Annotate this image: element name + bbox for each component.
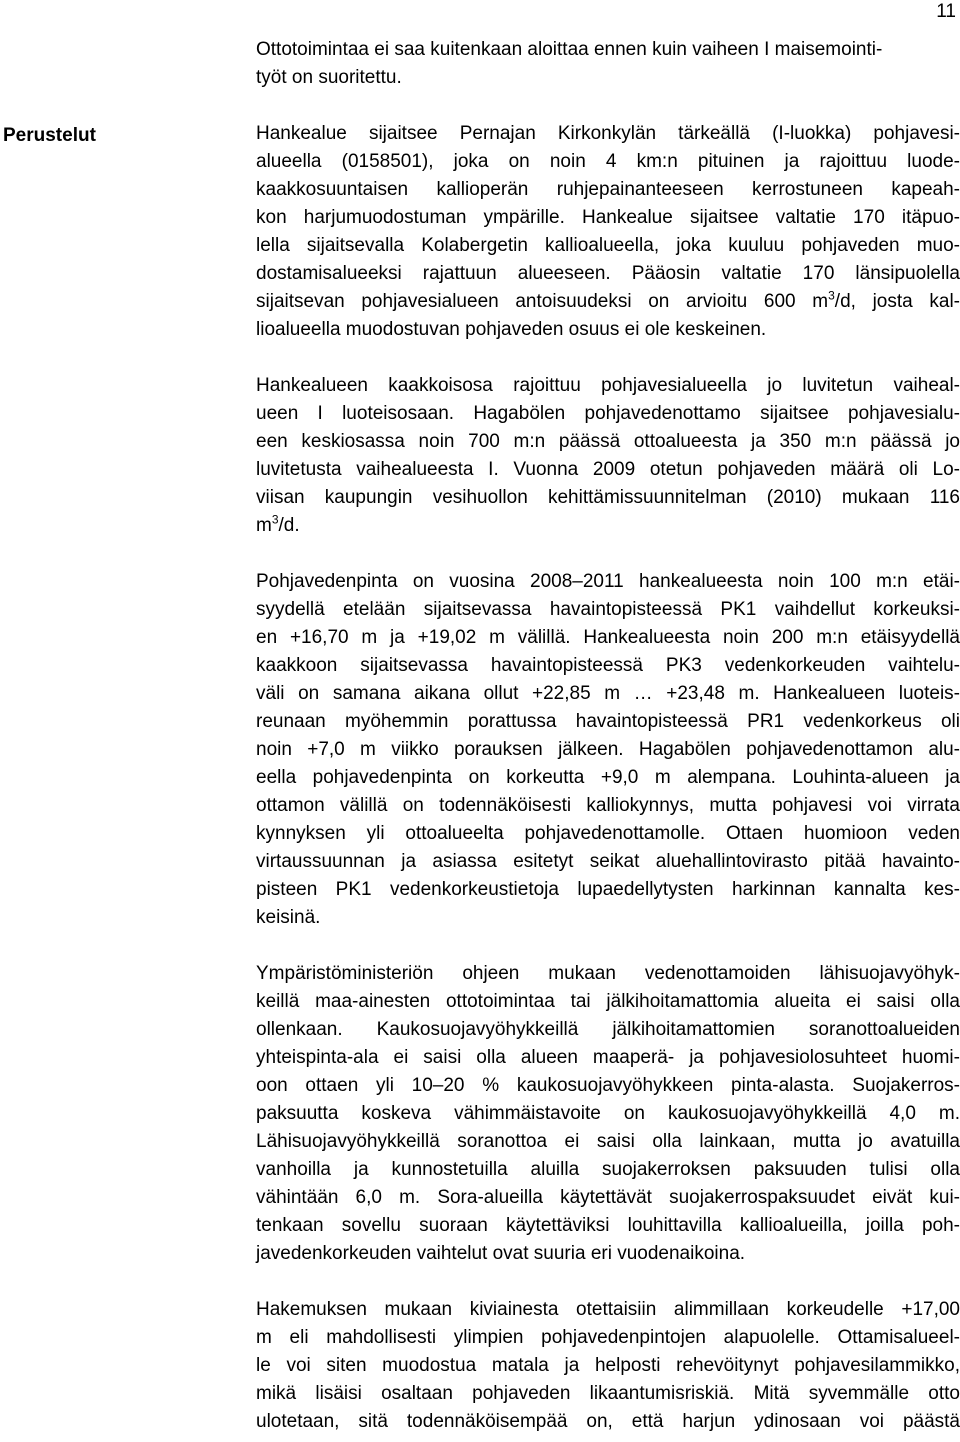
text-line: kynnyksen yli ottoalueelta pohjavedenottamolle. Ottaen huomioon veden [256, 823, 960, 844]
text-line: väli on samana aikana ollut +22,85 m … +23,48 m. Hankealueen luoteis- [256, 683, 960, 704]
section-label-perustelut: Perustelut [3, 125, 96, 146]
text-line: kon harjumuodostuman ympärille. Hankealue sijaitsee valtatie 170 itäpuo- [256, 207, 960, 228]
text-line: $m^3/d$. [256, 512, 300, 536]
text-line: m eli mahdollisesti ylimpien pohjavedenpintojen alapuolelle. Ottamisalueel- [256, 1327, 960, 1348]
text-line: le voi siten muodostua matala ja helposti rehevöitynyt pohjavesilammikko, [256, 1355, 960, 1376]
text-line: Ottotoimintaa ei saa kuitenkaan aloittaa ennen kuin vaiheen I maisemointi- [256, 39, 883, 60]
text-line: eella pohjavedenpinta on korkeutta +9,0 m alempana. Louhinta-alueen ja [256, 767, 960, 788]
text-line: viisan kaupungin vesihuollon kehittämissuunnitelman (2010) mukaan 116 [256, 487, 960, 508]
text-line: syydellä etelään sijaitsevassa havaintopisteessä PK1 vaihdellut korkeuksi- [256, 599, 960, 620]
text-line: kaakkosuuntaisen kallioperän ruhjepainanteeseen kerrostuneen kapeah- [256, 179, 960, 200]
text-line: kaakkoon sijaitsevassa havaintopisteessä PK3 vedenkorkeuden vaihtelu- [256, 655, 960, 676]
text-line: lella sijaitsevalla Kolabergetin kallioalueella, joka kuuluu pohjaveden muo- [256, 235, 960, 256]
text-line: vähintään 6,0 m. Sora-alueilla käytettävät suojakerrospaksuudet eivät kui- [256, 1187, 960, 1208]
text-line: Hankealue sijaitsee Pernajan Kirkonkylän tärkeällä (I-luokka) pohjavesi- [256, 123, 960, 144]
text-line: Pohjavedenpinta on vuosina 2008–2011 hankealueesta noin 100 m:n etäi- [256, 571, 960, 592]
text-line: paksuutta koskeva vähimmäistavoite on kaukosuojavyöhykkeillä 4,0 m. [256, 1103, 960, 1124]
text-line: pisteen PK1 vedenkorkeustietoja lupaedellytysten harkinnan kannalta kes- [256, 879, 960, 900]
text-line: Ympäristöministeriön ohjeen mukaan vedenottamoiden lähisuojavyöhyk- [256, 963, 960, 984]
text-line: sijaitsevan pohjavesialueen antoisuudeksi on arvioitu 600 $m^3/d$, josta kal- [256, 288, 960, 312]
text-line: ueen I luoteisosaan. Hagabölen pohjavedenottamo sijaitsee pohjavesialu- [256, 403, 960, 424]
text-line: reunaan myöhemmin porattussa havaintopisteessä PR1 vedenkorkeus oli [256, 711, 960, 732]
text-line: ulotetaan, sitä todennäköisempää on, että harjun ydinosaan voi päästä [256, 1411, 960, 1432]
text-line: Lähisuojavyöhykkeillä soranottoa ei saisi olla lainkaan, mutta jo avatuilla [256, 1131, 960, 1152]
text-line: keisinä. [256, 907, 321, 928]
superscript: 3 [828, 288, 835, 303]
superscript: 3 [271, 512, 279, 527]
text-line: luvitetusta vaihealueesta I. Vuonna 2009 otetun pohjaveden määrä oli Lo- [256, 459, 960, 480]
text-line: alueella (0158501), joka on noin 4 km:n pituinen ja rajoittuu luode- [256, 151, 960, 172]
text-line: mikä lisäisi osaltaan pohjaveden likaantumisriskiä. Mitä syvemmälle otto [256, 1383, 960, 1404]
text-line: vanhoilla ja kunnostetuilla aluilla suojakerroksen paksuuden tulisi olla [256, 1159, 960, 1180]
text-line: Hankealueen kaakkoisosa rajoittuu pohjavesialueella jo luvitetun vaiheal- [256, 375, 960, 396]
text-line: ollenkaan. Kaukosuojavyöhykkeillä jälkihoitamattomien soranottoalueiden [256, 1019, 960, 1040]
text-line: työt on suoritettu. [256, 67, 402, 88]
text-line: tenkaan sovellu suoraan käytettäviksi louhittavilla kallioalueilla, joilla poh- [256, 1215, 960, 1236]
page-number: 11 [936, 1, 956, 22]
text-line: keillä maa-ainesten ottotoimintaa tai jälkihoitamattomia alueita ei saisi olla [256, 991, 960, 1012]
text-line: javedenkorkeuden vaihtelut ovat suuria eri vuodenaikoina. [256, 1243, 746, 1264]
text-line: virtaussuunnan ja asiassa esitetyt seikat aluehallintovirasto pitää havainto- [256, 851, 960, 872]
text-line: noin +7,0 m viikko porauksen jälkeen. Hagabölen pohjavedenottamon alu- [256, 739, 960, 760]
text-line: oon ottaen yli 10–20 % kaukosuojavyöhykkeen pinta-alasta. Suojakerros- [256, 1075, 960, 1096]
text-line: Hakemuksen mukaan kiviainesta otettaisiin alimmillaan korkeudelle +17,00 [256, 1299, 960, 1320]
text-line: en +16,70 m ja +19,02 m välillä. Hankealueesta noin 200 m:n etäisyydellä [256, 627, 960, 648]
text-line: een keskiosassa noin 700 m:n päässä ottoalueesta ja 350 m:n päässä jo [256, 431, 960, 452]
text-line: dostamisalueeksi rajattuun alueeseen. Pääosin valtatie 170 länsipuolella [256, 263, 960, 284]
text-line: yhteispinta-ala ei saisi olla alueen maaperä- ja pohjavesiolosuhteet huomi- [256, 1047, 960, 1068]
text-line: ottamon välillä on todennäköisesti kalliokynnys, mutta pohjavesi voi virrata [256, 795, 960, 816]
text-line: lioalueella muodostuvan pohjaveden osuus ei ole keskeinen. [256, 319, 767, 340]
